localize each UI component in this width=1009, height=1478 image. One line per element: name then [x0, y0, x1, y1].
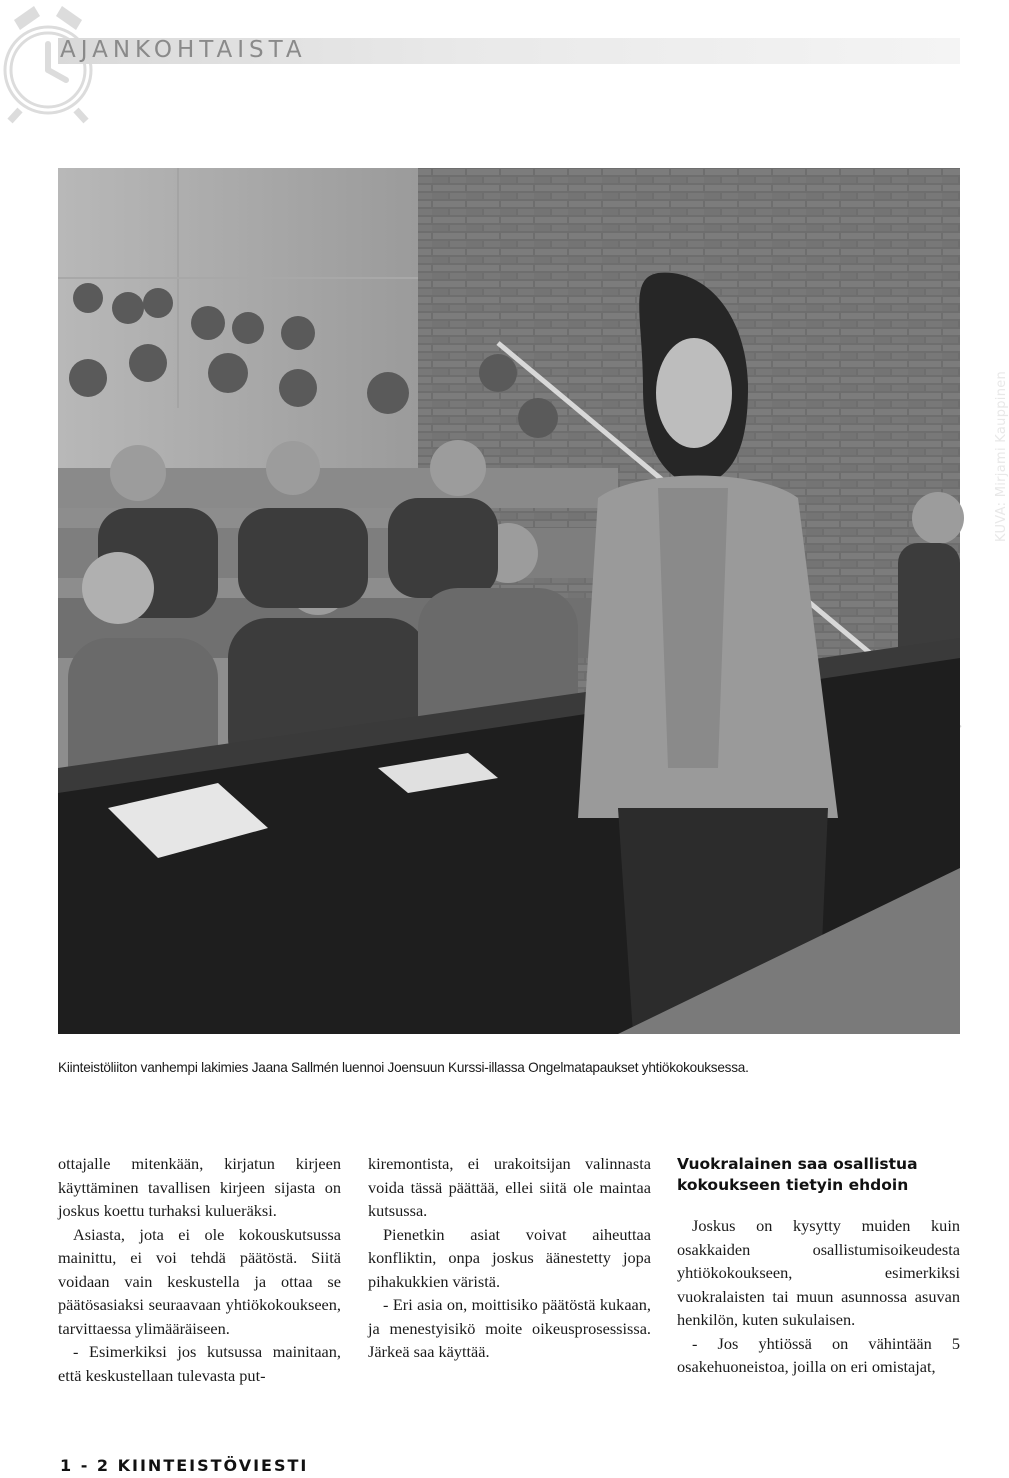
article-column-3	[677, 1154, 960, 1379]
subheading: Vuokralainen saa osallistua kokoukseen tietyin ehdoin	[677, 1155, 918, 1194]
paragraph: kiremontista, ei urakoitsijan valinnasta voida tässä päättää, ellei siitä ole maintaa kutsussa.	[368, 1154, 651, 1220]
paragraph: ottajalle mitenkään, kirjatun kirjeen käyttäminen tavallisen kirjeen sijasta on joskus koettu turhaksi kulueräksi.	[58, 1154, 341, 1220]
paragraph: - Jos yhtiössä on vähintään 5 osakehuoneistoa, joilla on eri omistajat,	[677, 1333, 960, 1376]
paragraph: - Eri asia on, moittisiko päätöstä kukaan, ja menestyisikö moite oikeusprosessissa. Järkeä saa käyttää.	[368, 1295, 651, 1361]
page-footer: 1 - 2 KIINTEISTÖVIESTI	[60, 1456, 309, 1475]
paragraph: Pienetkin asiat voivat aiheuttaa konfliktin, onpa joskus äänestetty jopa pihakukkien väristä.	[368, 1224, 651, 1291]
paragraph: Asiasta, jota ei ole kokouskutsussa mainittu, ei voi tehdä päätöstä. Siitä voidaan vain keskustella ja ottaa se päätösasiaksi seuraavaan yhtiökokoukseen, tarvittaessa ylimääräiseen.	[58, 1224, 341, 1338]
paragraph: Joskus on kysytty muiden kuin osakkaiden osallistumisoikeudesta yhtiökokoukseen, esimerkiksi vuokralaisten tai muun asunnossa asuvan henkilön, kuten sukulaisen.	[677, 1216, 960, 1329]
paragraph: - Esimerkiksi jos kutsussa mainitaan, että keskustellaan tulevasta put-	[58, 1342, 341, 1385]
photo-image	[58, 168, 960, 1034]
article-column-2	[368, 1152, 651, 1364]
lecture-photo	[58, 168, 1009, 1034]
section-title: AJANKOHTAISTA	[60, 37, 307, 63]
photo-caption: Kiinteistöliiton vanhempi lakimies Jaana Sallmén luennoi Joensuun Kurssi-illassa Ongelmatapaukset yhtiökokouksessa.	[58, 1060, 749, 1075]
article-column-1	[58, 1152, 341, 1387]
photo-credit: KUVA: Mirjami Kauppinen	[994, 370, 1009, 542]
